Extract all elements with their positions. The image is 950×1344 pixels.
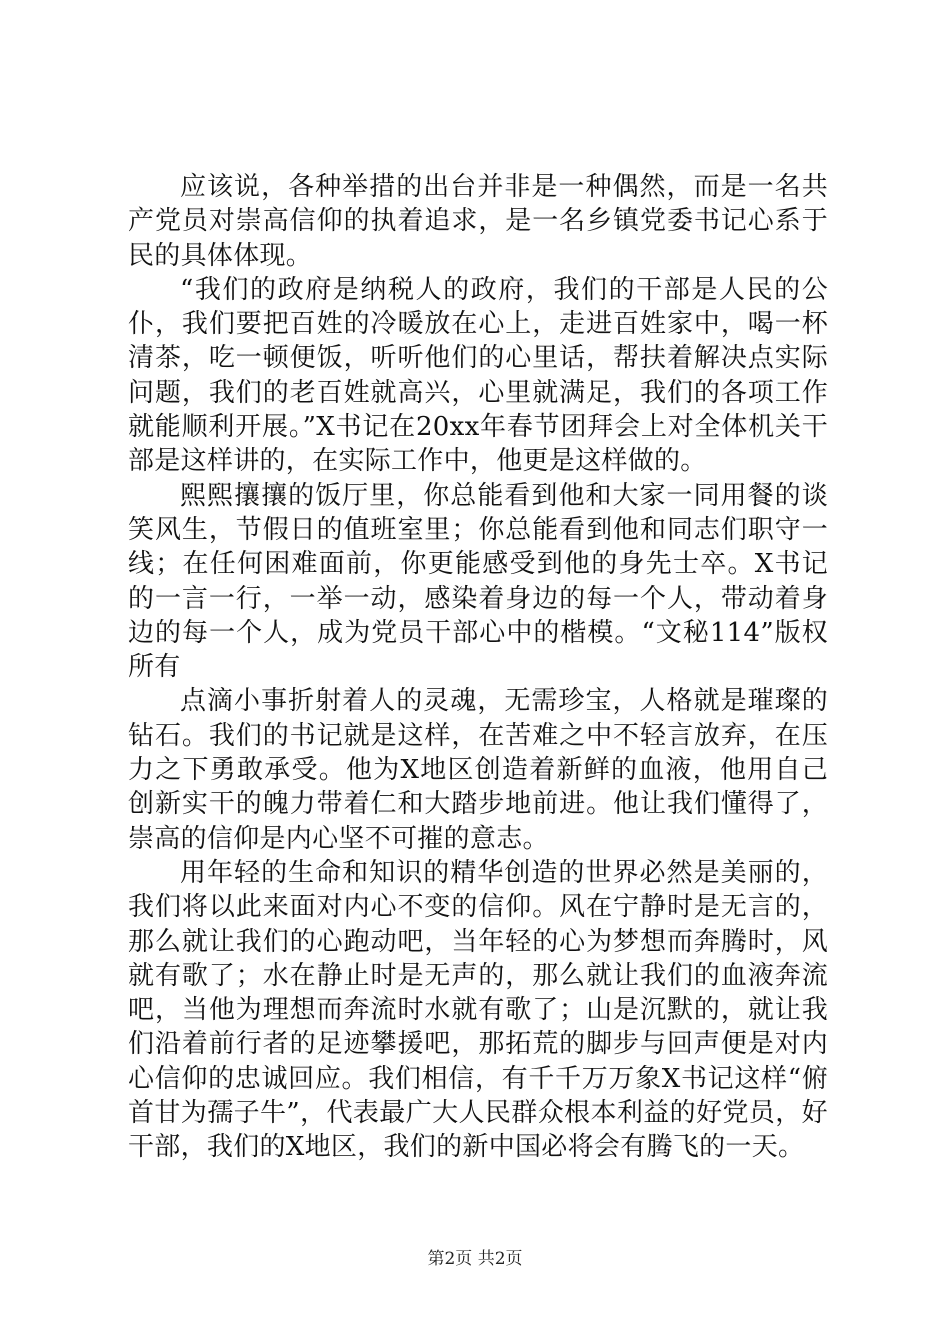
page-footer: 第2页 共2页 bbox=[427, 1249, 523, 1269]
paragraph-4: 点滴小事折射着人的灵魂，无需珍宝，人格就是璀璨的钻石。我们的书记就是这样，在苦难之中不轻言放弃，在压力之下勇敢承受。他为X地区创造着新鲜的血液，他用自己创新实干的魄力带着仁和大踏步地前进。他让我们懂得了，崇高的信仰是内心坚不可摧的意志。 bbox=[128, 686, 828, 854]
paragraph-3: 熙熙攘攘的饭厅里，你总能看到他和大家一同用餐的谈笑风生，节假日的值班室里；你总能看到他和同志们职守一线；在任何困难面前，你更能感受到他的身先士卒。X书记的一言一行，一举一动，感染着身边的每一个人，带动着身边的每一个人，成为党员干部心中的楷模。“文秘114”版权所有 bbox=[128, 480, 828, 683]
paragraph-2: “我们的政府是纳税人的政府，我们的干部是人民的公仆，我们要把百姓的冷暖放在心上，走进百姓家中，喝一杯清茶，吃一顿便饭，听听他们的心里话，帮扶着解决点实际问题，我们的老百姓就高兴，心里就满足，我们的各项工作就能顺利开展。”X书记在20xx年春节团拜会上对全体机关干部是这样讲的，在实际工作中，他更是这样做的。 bbox=[128, 274, 828, 477]
paragraph-1: 应该说，各种举措的出台并非是一种偶然，而是一名共产党员对崇高信仰的执着追求，是一名乡镇党委书记心系于民的具体体现。 bbox=[128, 172, 828, 271]
document-body bbox=[128, 170, 828, 1165]
paragraph-5: 用年轻的生命和知识的精华创造的世界必然是美丽的，我们将以此来面对内心不变的信仰。风在宁静时是无言的，那么就让我们的心跑动吧，当年轻的心为梦想而奔腾时，风就有歌了；水在静止时是无声的，那么就让我们的血液奔流吧，当他为理想而奔流时水就有歌了；山是沉默的，就让我们沿着前行者的足迹攀援吧，那拓荒的脚步与回声便是对内心信仰的忠诚回应。我们相信，有千千万万象X书记这样“俯首甘为孺子牛”，代表最广大人民群众根本利益的好党员，好干部，我们的X地区，我们的新中国必将会有腾飞的一天。 bbox=[128, 857, 828, 1163]
